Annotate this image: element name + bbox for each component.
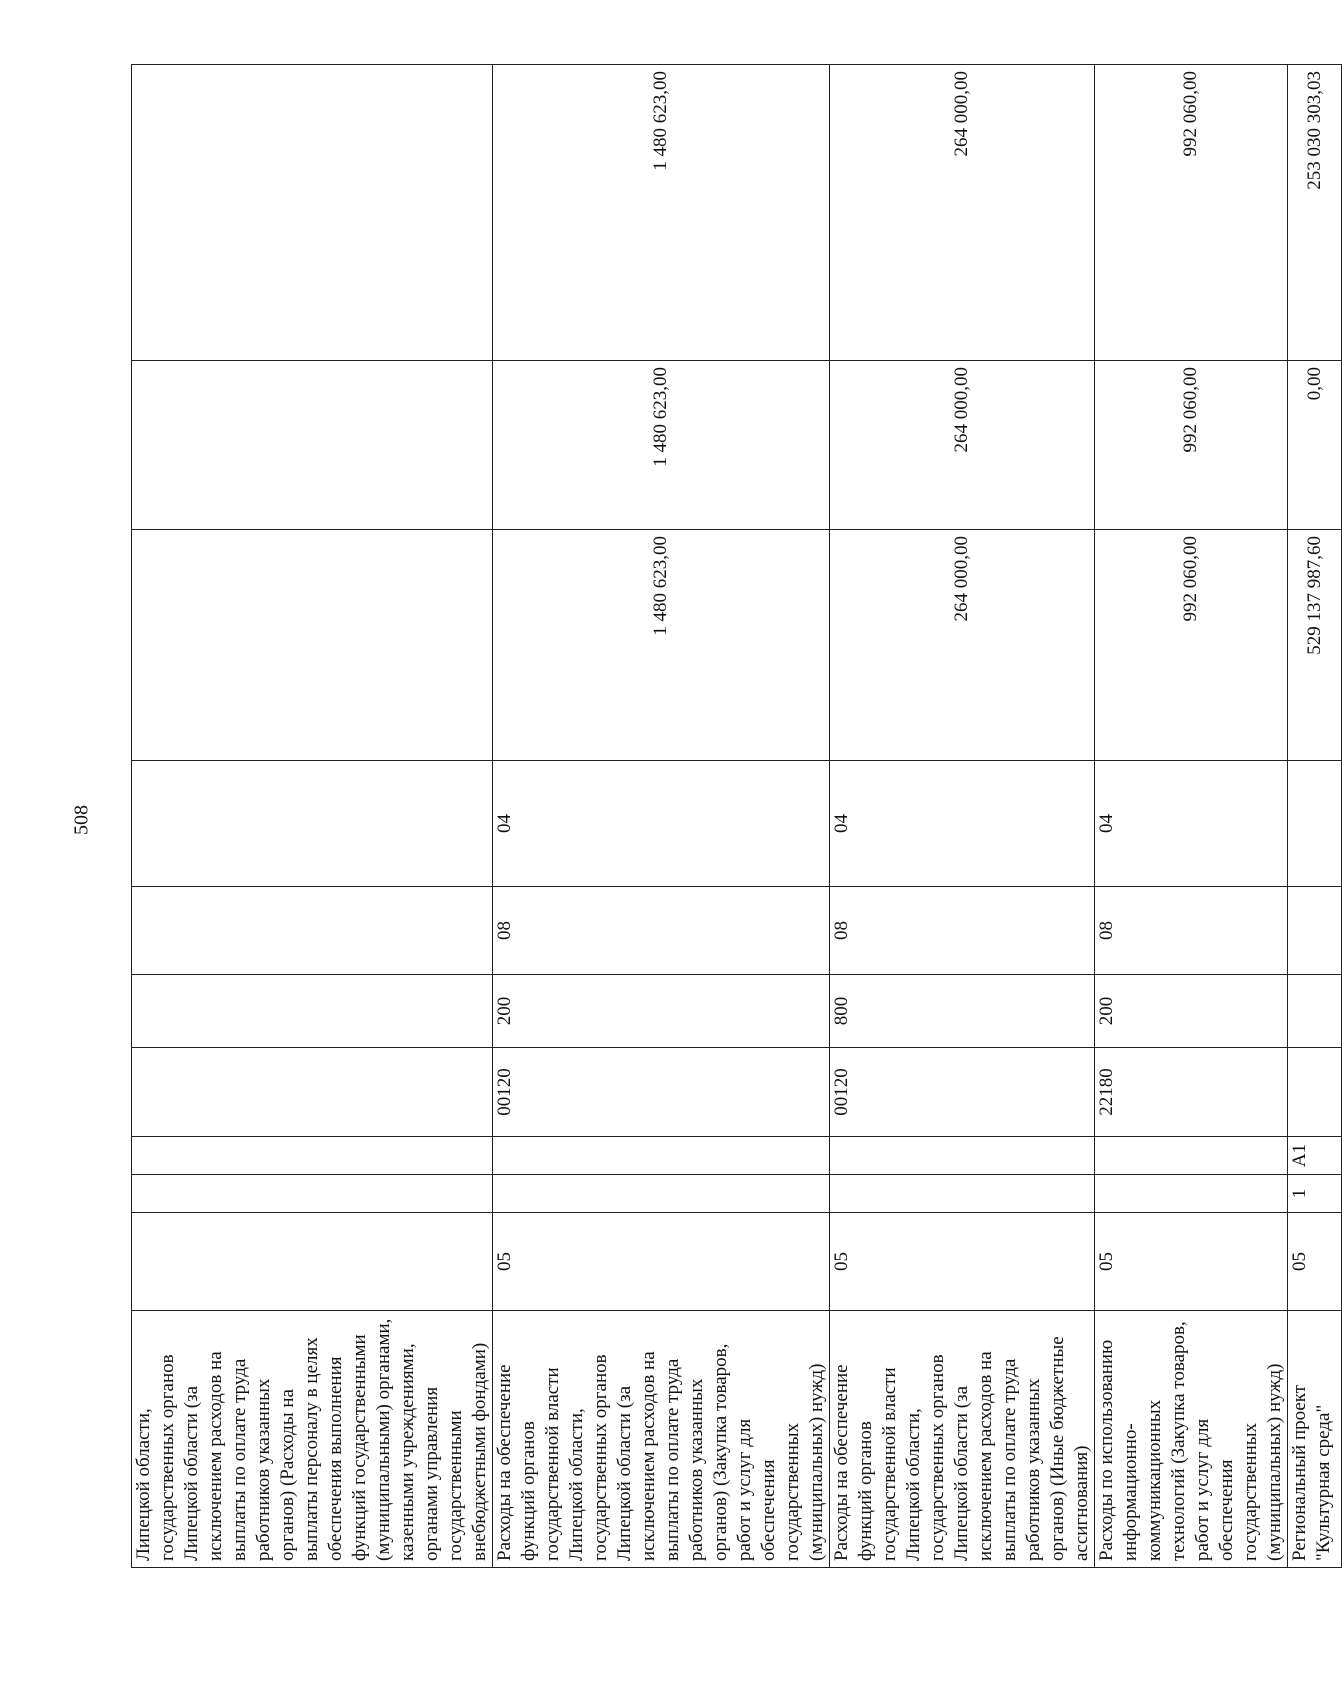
cell-code-7	[1288, 761, 1342, 887]
page-number: 508	[70, 805, 93, 835]
cell-code-3: A1	[1288, 1137, 1342, 1175]
cell-code-1: 05	[1095, 1213, 1288, 1311]
cell-amount-1: 992 060,00	[1095, 530, 1288, 761]
table-rotation-layer	[131, 66, 1334, 1568]
cell-code-2: 1	[1288, 1175, 1342, 1213]
cell-code-6: 08	[493, 887, 830, 975]
cell-amount-1: 264 000,00	[830, 530, 1095, 761]
cell-amount-3: 1 480 623,00	[493, 65, 830, 361]
cell-code-6	[132, 887, 493, 975]
cell-code-4: 22180	[1095, 1048, 1288, 1137]
row-description: Липецкой области, государственных органов Липецкой области (за исключением расходов на выплаты по оплате труда работников указанных органов) (Расходы на выплаты персоналу в целях обеспечения выполнения функций государственными (муниципальными) органами, казенными учреждениями, органами управления государственными внебюджетными фондами)	[132, 1311, 493, 1568]
cell-code-1: 05	[493, 1213, 830, 1311]
cell-code-6: 08	[830, 887, 1095, 975]
cell-code-1: 05	[830, 1213, 1095, 1311]
cell-code-1: 05	[1288, 1213, 1342, 1311]
cell-code-5: 800	[830, 975, 1095, 1048]
row-description: Расходы на обеспечение функций органов государственной власти Липецкой области, государственных органов Липецкой области (за исключением расходов на выплаты по оплате труда работников указанных органов) (Иные бюджетные ассигнования)	[830, 1311, 1095, 1568]
cell-amount-1: 529 137 987,60	[1288, 530, 1342, 761]
cell-code-5: 200	[493, 975, 830, 1048]
cell-code-7: 04	[1095, 761, 1288, 887]
cell-code-3	[1095, 1137, 1288, 1175]
cell-code-2	[493, 1175, 830, 1213]
cell-code-4: 00120	[830, 1048, 1095, 1137]
cell-amount-2: 0,00	[1288, 361, 1342, 530]
cell-code-5: 200	[1095, 975, 1288, 1048]
row-description: Расходы на обеспечение функций органов государственной власти Липецкой области, государственных органов Липецкой области (за исключением расходов на выплаты по оплате труда работников указанных органов) (Закупка товаров, работ и услуг для обеспечения государственных (муниципальных) нужд)	[493, 1311, 830, 1568]
cell-code-7	[132, 761, 493, 887]
cell-code-2	[132, 1175, 493, 1213]
table-row	[830, 65, 1095, 1568]
cell-amount-3: 264 000,00	[830, 65, 1095, 361]
cell-code-2	[830, 1175, 1095, 1213]
cell-amount-3: 253 030 303,03	[1288, 65, 1342, 361]
cell-code-5	[132, 975, 493, 1048]
cell-code-6: 08	[1095, 887, 1288, 975]
budget-table	[131, 64, 1342, 1568]
cell-code-4: 00120	[493, 1048, 830, 1137]
cell-code-3	[132, 1137, 493, 1175]
cell-code-7: 04	[830, 761, 1095, 887]
cell-amount-3: 992 060,00	[1095, 65, 1288, 361]
cell-code-3	[830, 1137, 1095, 1175]
cell-code-6	[1288, 887, 1342, 975]
cell-amount-2: 992 060,00	[1095, 361, 1288, 530]
cell-code-3	[493, 1137, 830, 1175]
cell-amount-2: 1 480 623,00	[493, 361, 830, 530]
table-row	[132, 65, 493, 1568]
cell-code-4	[132, 1048, 493, 1137]
cell-code-4	[1288, 1048, 1342, 1137]
cell-amount-2: 264 000,00	[830, 361, 1095, 530]
table-row	[1095, 65, 1288, 1568]
cell-amount-2	[132, 361, 493, 530]
cell-code-7: 04	[493, 761, 830, 887]
cell-code-5	[1288, 975, 1342, 1048]
cell-code-2	[1095, 1175, 1288, 1213]
cell-amount-1: 1 480 623,00	[493, 530, 830, 761]
row-description: Расходы по использованию информационно-коммуникационных технологий (Закупка товаров, работ и услуг для обеспечения государственных (муниципальных) нужд)	[1095, 1311, 1288, 1568]
cell-amount-1	[132, 530, 493, 761]
cell-code-1	[132, 1213, 493, 1311]
table-rotated-wrapper	[131, 66, 1334, 1568]
row-description: Региональный проект "Культурная среда"	[1288, 1311, 1342, 1568]
table-row	[493, 65, 830, 1568]
table-row	[1288, 65, 1342, 1568]
cell-amount-3	[132, 65, 493, 361]
